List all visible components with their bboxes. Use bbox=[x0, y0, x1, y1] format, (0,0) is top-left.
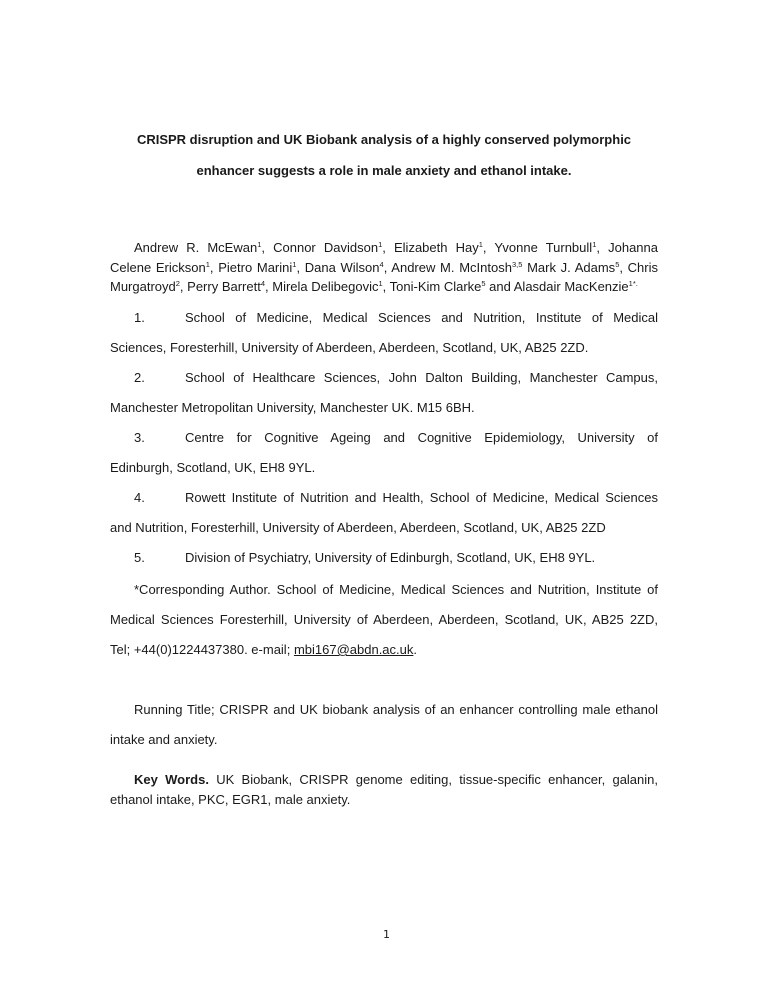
affiliation-1 bbox=[110, 303, 658, 363]
author-affiliation-marker: 1 bbox=[592, 240, 597, 249]
affiliation-number: 3. bbox=[134, 430, 145, 445]
author-name: Chris Murgatroyd bbox=[110, 259, 659, 294]
affiliation-number: 4. bbox=[134, 490, 145, 505]
author-separator: , bbox=[482, 240, 495, 255]
author-separator: , bbox=[296, 259, 305, 275]
author-name: Dana Wilson bbox=[304, 259, 380, 275]
affiliation-text: School of Healthcare Sciences, John Dalton Building, Manchester Campus, bbox=[185, 370, 658, 385]
author-name: Toni-Kim Clarke bbox=[389, 279, 482, 294]
affiliation-3 bbox=[110, 423, 658, 483]
affiliation-text: Manchester Metropolitan University, Manchester UK. M15 6BH. bbox=[110, 400, 475, 415]
author-affiliation-marker: 1 bbox=[378, 279, 383, 288]
author-separator: , bbox=[179, 279, 188, 294]
affiliation-2 bbox=[110, 363, 658, 423]
author-affiliation-marker: 1 bbox=[292, 259, 297, 269]
affiliation-5 bbox=[110, 543, 658, 573]
author-affiliation-marker: 3,5 bbox=[511, 259, 523, 269]
affiliation-number: 5. bbox=[134, 550, 145, 565]
author-name: Mirela Delibegovic bbox=[272, 279, 379, 294]
corresponding-line: *Corresponding Author. School of Medicine, Medical Sciences and Nutrition, Institute of bbox=[134, 582, 658, 597]
author-separator: , bbox=[382, 279, 390, 294]
title-line-1: CRISPR disruption and UK Biobank analysis of a highly conserved polymorphic bbox=[136, 132, 632, 147]
affiliation-text: Centre for Cognitive Ageing and Cognitive Epidemiology, University of bbox=[185, 430, 658, 445]
corresponding-author bbox=[110, 575, 658, 665]
author-name: Johanna Celene Erickson bbox=[110, 240, 658, 275]
affiliation-4 bbox=[110, 483, 658, 543]
author-name: Connor Davidson bbox=[273, 240, 379, 255]
corresponding-line: Medical Sciences Foresterhill, University of Aberdeen, Aberdeen, Scotland, UK, AB25 2ZD, bbox=[110, 612, 658, 627]
author-affiliation-marker: 1*. bbox=[628, 279, 638, 288]
author-name: Andrew R. McEwan bbox=[134, 240, 258, 255]
running-title-line: intake and anxiety. bbox=[110, 732, 218, 747]
author-separator: , bbox=[209, 259, 219, 275]
author-affiliation-marker: 1 bbox=[378, 240, 383, 249]
affiliation-text: Division of Psychiatry, University of Edinburgh, Scotland, UK, EH8 9YL. bbox=[185, 550, 596, 565]
keywords-label: Key Words. bbox=[134, 772, 209, 787]
affiliation-number: 1. bbox=[134, 310, 145, 325]
author-affiliation-marker: 1 bbox=[257, 240, 262, 249]
affiliation-text: and Nutrition, Foresterhill, University of Aberdeen, Aberdeen, Scotland, UK, AB25 2ZD bbox=[110, 520, 606, 535]
author-separator: , bbox=[383, 259, 392, 275]
paper-title bbox=[110, 124, 658, 186]
author-affiliation-marker: 5 bbox=[615, 259, 620, 269]
author-separator: , bbox=[382, 240, 394, 255]
author-separator: , bbox=[596, 240, 609, 255]
author-affiliation-marker: 4 bbox=[379, 259, 384, 269]
author-separator: , bbox=[261, 240, 274, 255]
author-separator: , bbox=[265, 279, 273, 294]
corresponding-line-end: . bbox=[413, 642, 417, 657]
affiliation-number: 2. bbox=[134, 370, 145, 385]
author-affiliation-marker: 1 bbox=[478, 240, 483, 249]
author-affiliation-marker: 1 bbox=[205, 259, 210, 269]
author-affiliation-marker: 5 bbox=[481, 279, 486, 288]
author-separator: and bbox=[485, 279, 514, 294]
affiliation-text: Sciences, Foresterhill, University of Aberdeen, Aberdeen, Scotland, UK, AB25 2ZD. bbox=[110, 340, 589, 355]
affiliation-text: Edinburgh, Scotland, UK, EH8 9YL. bbox=[110, 460, 316, 475]
title-line-2: enhancer suggests a role in male anxiety and ethanol intake. bbox=[196, 163, 572, 178]
affiliation-text: School of Medicine, Medical Sciences and Nutrition, Institute of Medical bbox=[185, 310, 658, 325]
keywords-text: UK Biobank, CRISPR genome editing, tissue-specific enhancer, galanin, ethanol intake, PKC, EGR1, male anxiety. bbox=[110, 772, 659, 807]
affiliation-text: Rowett Institute of Nutrition and Health, School of Medicine, Medical Sciences bbox=[185, 490, 658, 505]
email-link[interactable]: mbi167@abdn.ac.uk bbox=[293, 642, 414, 657]
author-separator: , bbox=[619, 259, 628, 275]
author-name: Elizabeth Hay bbox=[394, 240, 479, 255]
author-name: Andrew M. McIntosh bbox=[391, 259, 512, 275]
author-name: Yvonne Turnbull bbox=[494, 240, 593, 255]
author-list bbox=[110, 238, 658, 297]
running-title-line: Running Title; CRISPR and UK biobank analysis of an enhancer controlling male ethanol bbox=[134, 702, 658, 717]
author-name: Mark J. Adams bbox=[527, 259, 616, 275]
author-affiliation-marker: 4 bbox=[260, 279, 266, 288]
page-number: 1 bbox=[383, 928, 390, 941]
author-name: Alasdair MacKenzie bbox=[513, 279, 629, 294]
author-name: Perry Barrett bbox=[187, 279, 261, 294]
author-affiliation-marker: 2 bbox=[175, 279, 180, 288]
corresponding-line: Tel; +44(0)1224437380. e-mail; bbox=[110, 642, 294, 657]
author-name: Pietro Marini bbox=[218, 259, 293, 275]
keywords bbox=[110, 770, 658, 809]
running-title bbox=[110, 695, 658, 755]
